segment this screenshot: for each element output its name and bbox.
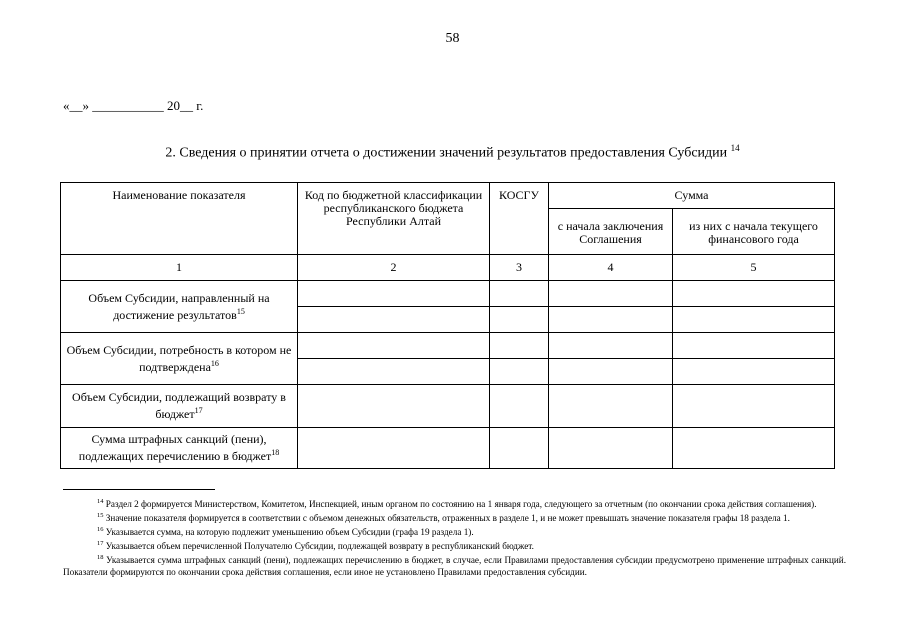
footnote [63, 552, 846, 578]
table-cell [673, 333, 835, 359]
table-cell [298, 307, 490, 333]
footnote-ref: 17 [194, 406, 203, 415]
footnote-number: 15 [97, 512, 104, 520]
footnote-text: Указывается сумма, на которую подлежит уменьшению объем Субсидии (графа 19 раздела 1). [105, 527, 474, 538]
header-indicator: Наименование показателя [61, 183, 298, 255]
footnote-ref: 15 [236, 306, 245, 316]
table-cell [549, 333, 673, 359]
table-cell [549, 281, 673, 307]
footnote-ref: 16 [210, 358, 219, 368]
table-cell [298, 428, 490, 469]
table-cell [490, 385, 549, 428]
footnote [63, 496, 846, 510]
table-cell [490, 428, 549, 469]
row-label-text: Объем Субсидии, подлежащий возврату в бюджет [72, 390, 286, 421]
row-label [61, 281, 298, 333]
footnote-text: Значение показателя формируется в соответствии с объемом денежных обязательств, отраженных в разделе 1, и не может превышать значение показателя графы 18 раздела 1. [105, 513, 790, 524]
table-cell [298, 281, 490, 307]
footnote-ref: 14 [730, 143, 740, 153]
row-label-text: Сумма штрафных санкций (пени), подлежащих перечислению в бюджет [78, 432, 272, 463]
table-cell [298, 333, 490, 359]
row-label-text: Объем Субсидии, потребность в котором не подтверждена [66, 342, 292, 374]
footnote-text: Раздел 2 формируется Министерством, Комитетом, Инспекцией, иным органом по состоянию на 1 января года, следующего за отчетным (по окончании срока действия соглашения). [105, 499, 817, 510]
table-cell [673, 281, 835, 307]
table-cell [549, 385, 673, 428]
footnote-number: 18 [97, 554, 104, 562]
header-kosgu: КОСГУ [490, 183, 549, 255]
table-cell [673, 385, 835, 428]
footnote [63, 510, 846, 524]
header-budget-code: Код по бюджетной классификации республиканского бюджета Республики Алтай [298, 183, 490, 255]
footnote-separator [63, 489, 215, 490]
section-title [0, 143, 905, 162]
column-number: 2 [298, 255, 490, 281]
date-line: «__» ___________ 20__ г. [63, 98, 204, 113]
table-cell [673, 307, 835, 333]
table-cell [490, 281, 549, 307]
report-table [60, 182, 835, 469]
header-amount-since-year: из них с начала текущего финансового года [673, 209, 835, 255]
table-cell [549, 428, 673, 469]
column-number: 4 [549, 255, 673, 281]
table-cell [673, 359, 835, 385]
table-cell [490, 359, 549, 385]
column-number: 5 [673, 255, 835, 281]
table-cell [549, 307, 673, 333]
row-label-text: Объем Субсидии, направленный на достижение результатов [88, 290, 270, 322]
footnote-number: 14 [97, 498, 104, 505]
table-cell [549, 359, 673, 385]
footnotes [63, 496, 846, 578]
row-label [61, 428, 298, 469]
footnote-number: 16 [97, 526, 104, 534]
row-label [61, 333, 298, 385]
column-number: 3 [490, 255, 549, 281]
footnote [63, 524, 846, 538]
header-amount-since-agreement: с начала заключения Соглашения [549, 209, 673, 255]
column-number: 1 [61, 255, 298, 281]
row-label [61, 385, 298, 428]
table-cell [490, 307, 549, 333]
page-number: 58 [445, 31, 460, 46]
table-cell [490, 333, 549, 359]
footnote-text: Указывается сумма штрафных санкций (пени), подлежащих перечислению в бюджет, в случае, если Правилами предоставления субсидии предусмотрено применение штрафных санкций. Показатели формируются по окончании срока действия соглашения, если иное не установлено Правилами предоставления субсидии. [63, 555, 846, 578]
footnote [63, 538, 846, 552]
table-cell [673, 428, 835, 469]
table-cell [298, 359, 490, 385]
footnote-text: Указывается объем перечисленной Получателю Субсидии, подлежащей возврату в республиканский бюджет. [105, 541, 534, 552]
footnote-number: 17 [97, 540, 104, 548]
header-amount: Сумма [549, 183, 835, 209]
section-title-text: 2. Сведения о принятии отчета о достижении значений результатов предоставления Субсидии [165, 145, 728, 161]
table-cell [298, 385, 490, 428]
footnote-ref: 18 [271, 448, 280, 457]
